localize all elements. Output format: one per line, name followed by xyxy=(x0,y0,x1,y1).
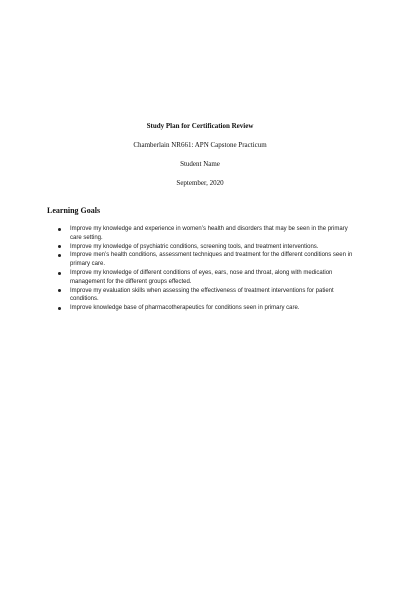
learning-goal-text: Improve my knowledge of psychiatric conditions, screening tools, and treatment interventions. xyxy=(70,243,319,250)
learning-goal-text: Improve my knowledge and experience in women’s health and disorders that may be seen in the primary care setting. xyxy=(70,226,348,241)
document-date: September, 2020 xyxy=(176,179,224,187)
bullet-icon xyxy=(58,307,61,310)
learning-goal-item xyxy=(58,225,358,243)
learning-goal-item xyxy=(58,287,358,305)
learning-goals-list xyxy=(58,225,358,313)
learning-goal-text: Improve men’s health conditions, assessment techniques and treatment for the different conditions seen in primary care. xyxy=(70,252,353,268)
bullet-icon xyxy=(58,272,61,275)
learning-goal-text: Improve my evaluation skills when assessing the effectiveness of treatment interventions for patient conditions. xyxy=(70,287,334,303)
learning-goal-item xyxy=(58,269,358,287)
learning-goals-heading: Learning Goals xyxy=(47,206,101,215)
learning-goal-text: Improve knowledge base of pharmacotherapeutics for conditions seen in primary care. xyxy=(70,305,300,312)
student-name: Student Name xyxy=(180,160,220,168)
document-title: Study Plan for Certification Review xyxy=(146,122,254,130)
title-block xyxy=(0,122,400,198)
learning-goal-item xyxy=(58,304,358,313)
bullet-icon xyxy=(58,289,61,292)
learning-goal-item xyxy=(58,251,358,269)
course-name: Chamberlain NR661: APN Capstone Practicum xyxy=(133,141,267,149)
learning-goal-item xyxy=(58,243,358,252)
bullet-icon xyxy=(58,254,61,257)
bullet-icon xyxy=(58,245,61,248)
learning-goal-text: Improve my knowledge of different conditions of eyes, ears, nose and throat, along with medication management for the different groups effected. xyxy=(70,269,333,285)
bullet-icon xyxy=(58,228,61,231)
